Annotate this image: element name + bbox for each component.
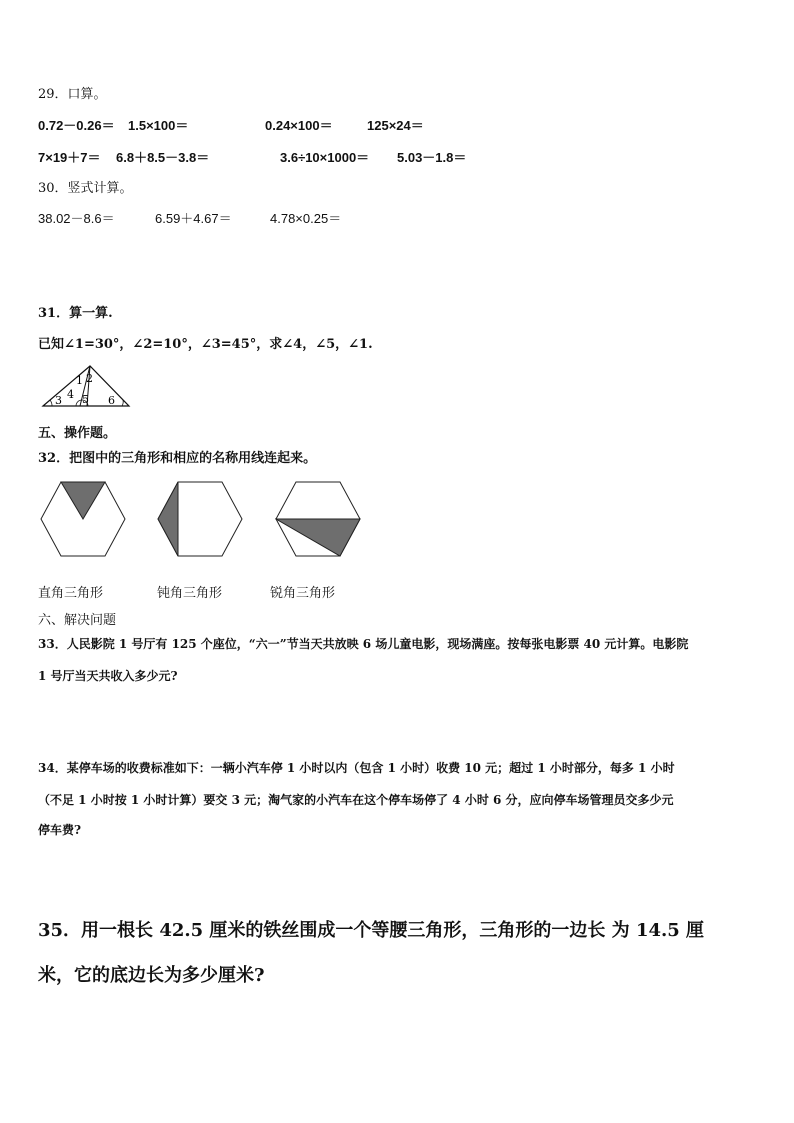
angle-triangle-figure (40, 362, 132, 410)
angle-label-4: 4 (67, 388, 74, 401)
q29-item-7: 3.6÷10×1000＝ (280, 150, 370, 165)
q30-item-2: 6.59＋4.67＝ (155, 211, 232, 226)
q30-item-1: 38.02－8.6＝ (38, 211, 115, 226)
q29-item-5: 7×19＋7＝ (38, 150, 101, 165)
q34-line-3: 停车费? (38, 823, 82, 837)
name-label-right-triangle: 直角三角形 (38, 586, 104, 601)
q29-heading: 29．口算。 (38, 87, 107, 102)
q31-text: 已知∠1=30°，∠2=10°，∠3=45°，求∠4，∠5，∠1. (38, 337, 373, 352)
angle-label-6: 6 (108, 394, 115, 407)
q32-heading: 32．把图中的三角形和相应的名称用线连起来。 (38, 451, 317, 466)
q29-item-4: 125×24＝ (367, 118, 424, 133)
section-5-heading: 五、操作题。 (38, 426, 117, 441)
q30-heading: 30．竖式计算。 (38, 181, 133, 196)
q35-line-1: 35．用一根长 42.5 厘米的铁丝围成一个等腰三角形，三角形的一边长 为 14.5 厘 (38, 920, 705, 941)
hexagon-figure-3 (275, 481, 361, 557)
hexagon-figure-2 (157, 481, 243, 557)
angle-label-5: 5 (82, 393, 89, 406)
shaded-triangle (158, 482, 178, 556)
q31-heading: 31．算一算. (38, 306, 113, 321)
q33-line-2: 1 号厅当天共收入多少元? (38, 669, 178, 683)
angle-label-1: 1 (76, 374, 83, 387)
section-6-heading: 六、解决问题 (38, 613, 117, 628)
q29-item-1: 0.72－0.26＝ (38, 118, 115, 133)
q35-line-2: 米，它的底边长为多少厘米? (38, 965, 265, 986)
q30-item-3: 4.78×0.25＝ (270, 211, 342, 226)
q29-item-8: 5.03－1.8＝ (397, 150, 467, 165)
angle-arc-3 (50, 400, 52, 406)
name-label-acute-triangle: 锐角三角形 (270, 586, 336, 601)
angle-label-2: 2 (86, 372, 93, 385)
q34-line-1: 34．某停车场的收费标准如下：一辆小汽车停 1 小时以内（包含 1 小时）收费 10 元；超过 1 小时部分，每多 1 小时 (38, 761, 675, 775)
q29-item-6: 6.8＋8.5－3.8＝ (116, 150, 210, 165)
hexagon-figure-1 (40, 481, 126, 557)
angle-arc-6 (122, 400, 123, 406)
q33-line-1: 33．人民影院 1 号厅有 125 个座位，“六一”节当天共放映 6 场儿童电影，现场满座。按每张电影票 40 元计算。电影院 (38, 637, 689, 651)
q34-line-2: （不足 1 小时按 1 小时计算）要交 3 元；淘气家的小汽车在这个停车场停了 4 小时 6 分，应向停车场管理员交多少元 (38, 793, 674, 807)
angle-label-3: 3 (55, 394, 62, 407)
q29-item-2: 1.5×100＝ (128, 118, 189, 133)
name-label-obtuse-triangle: 钝角三角形 (157, 586, 223, 601)
q29-item-3: 0.24×100＝ (265, 118, 333, 133)
